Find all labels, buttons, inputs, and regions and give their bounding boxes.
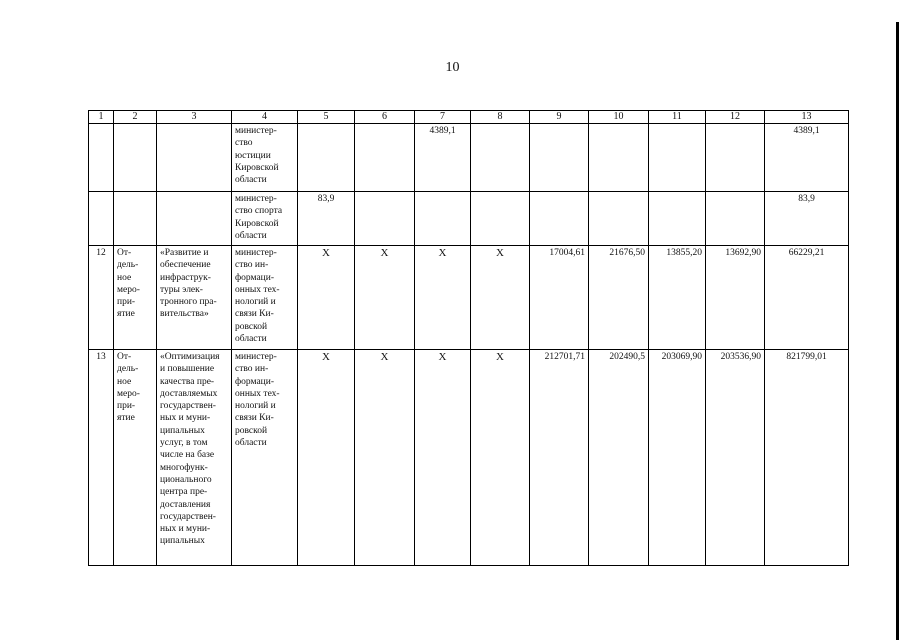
- cell-title: «Оптимизация и повышение качества пре- доставляемых государствен- ных и муни- ципальных услуг, в том числе на базе многофунк- ционального центра пре- доставления государствен- ных и муни- ципальных: [157, 350, 232, 566]
- col-header: 10: [589, 111, 649, 124]
- col-header: 4: [232, 111, 298, 124]
- col-header: 13: [765, 111, 849, 124]
- cell-value: X: [355, 350, 415, 566]
- cell-value: [530, 124, 589, 192]
- col-header: 1: [89, 111, 114, 124]
- cell-value: [530, 192, 589, 246]
- cell-value: 203069,90: [649, 350, 706, 566]
- cell-value: [589, 124, 649, 192]
- table-row: [89, 246, 849, 350]
- cell-total: 821799,01: [765, 350, 849, 566]
- cell-value: X: [415, 350, 471, 566]
- col-header: 11: [649, 111, 706, 124]
- cell-value: 203536,90: [706, 350, 765, 566]
- cell-executor: министер- ство ин- формаци- онных тех- нологий и связи Ки- ровской области: [232, 246, 298, 350]
- cell-title: [157, 124, 232, 192]
- cell-executor: министер- ство ин- формаци- онных тех- нологий и связи Ки- ровской области: [232, 350, 298, 566]
- cell-total: 66229,21: [765, 246, 849, 350]
- budget-table: [88, 110, 849, 566]
- cell-value: X: [415, 246, 471, 350]
- cell-value: [706, 192, 765, 246]
- col-header: 6: [355, 111, 415, 124]
- cell-value: 17004,61: [530, 246, 589, 350]
- cell-type: От- дель- ное меро- при- ятие: [114, 350, 157, 566]
- page-number: 10: [445, 60, 460, 75]
- cell-index: 12: [89, 246, 114, 350]
- col-header: 3: [157, 111, 232, 124]
- cell-value: [415, 192, 471, 246]
- cell-total: 4389,1: [765, 124, 849, 192]
- cell-value: [298, 124, 355, 192]
- table-row: [89, 192, 849, 246]
- col-header: 9: [530, 111, 589, 124]
- cell-value: 13855,20: [649, 246, 706, 350]
- cell-value: X: [298, 350, 355, 566]
- col-header: 8: [471, 111, 530, 124]
- cell-index: 13: [89, 350, 114, 566]
- cell-total: 83,9: [765, 192, 849, 246]
- cell-value: 13692,90: [706, 246, 765, 350]
- cell-value: 202490,5: [589, 350, 649, 566]
- header-row: [89, 111, 849, 124]
- cell-value: 83,9: [298, 192, 355, 246]
- cell-value: [589, 192, 649, 246]
- cell-value: [355, 124, 415, 192]
- cell-executor: министер- ство спорта Кировской области: [232, 192, 298, 246]
- cell-value: [471, 124, 530, 192]
- cell-value: 212701,71: [530, 350, 589, 566]
- cell-index: [89, 124, 114, 192]
- cell-title: «Развитие и обеспечение инфраструк- туры элек- тронного пра- вительства»: [157, 246, 232, 350]
- cell-value: [355, 192, 415, 246]
- cell-title: [157, 192, 232, 246]
- cell-value: X: [471, 350, 530, 566]
- col-header: 5: [298, 111, 355, 124]
- table-row: [89, 350, 849, 566]
- col-header: 12: [706, 111, 765, 124]
- cell-value: X: [298, 246, 355, 350]
- cell-type: От- дель- ное меро- при- ятие: [114, 246, 157, 350]
- cell-type: [114, 124, 157, 192]
- col-header: 2: [114, 111, 157, 124]
- cell-executor: министер- ство юстиции Кировской области: [232, 124, 298, 192]
- cell-value: X: [471, 246, 530, 350]
- table-row: [89, 124, 849, 192]
- cell-value: 4389,1: [415, 124, 471, 192]
- cell-value: X: [355, 246, 415, 350]
- cell-index: [89, 192, 114, 246]
- cell-value: [471, 192, 530, 246]
- page-edge-rule: [896, 22, 899, 640]
- cell-value: [649, 124, 706, 192]
- cell-type: [114, 192, 157, 246]
- col-header: 7: [415, 111, 471, 124]
- cell-value: [706, 124, 765, 192]
- cell-value: [649, 192, 706, 246]
- cell-value: 21676,50: [589, 246, 649, 350]
